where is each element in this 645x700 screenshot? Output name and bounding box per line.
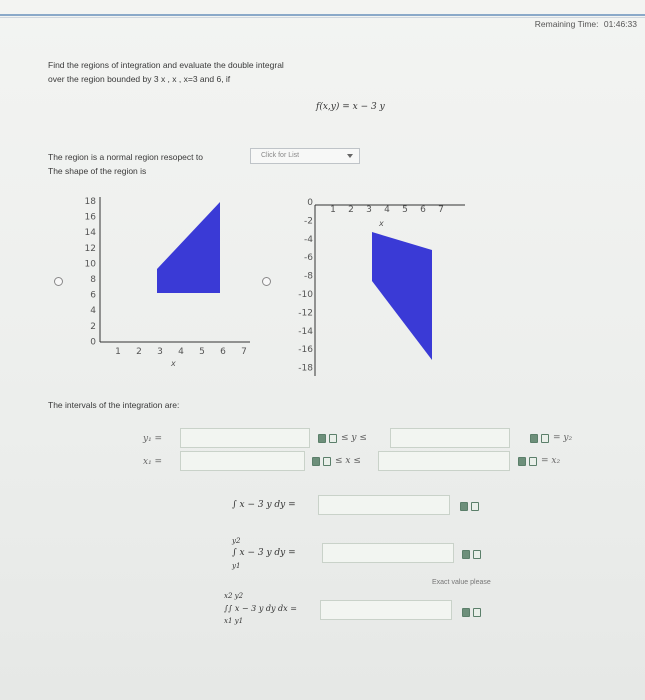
normal-region-label: The region is a normal region resopect to — [48, 152, 203, 162]
upper-limit-y: y2 — [232, 537, 241, 545]
question-line-2: over the region bounded by 3 x , x , x=3 and 6, if — [48, 74, 231, 84]
left-graph — [60, 190, 260, 370]
definite-integral-input[interactable] — [322, 543, 454, 563]
left-y-tick-label: 18 — [84, 197, 96, 207]
right-y-tick-label: -12 — [298, 308, 313, 319]
right-x-tick-label: 5 — [402, 205, 408, 215]
right-x-tick-label: 7 — [438, 205, 444, 215]
right-x-tick-label: 6 — [420, 205, 426, 215]
upper-limits-xy: x2 y2 — [224, 592, 244, 600]
y-inequality: ≤ y ≤ — [341, 433, 367, 443]
right-y-tick-label: -6 — [304, 253, 313, 264]
x2-label: = x₂ — [541, 456, 561, 466]
left-y-tick-label: 14 — [84, 228, 96, 239]
equation-editor-icon[interactable] — [462, 550, 470, 559]
left-y-tick-label: 2 — [90, 321, 96, 332]
left-y-tick-label: 4 — [90, 306, 96, 317]
left-x-tick-label: 6 — [220, 347, 226, 357]
double-integral-input[interactable] — [320, 600, 452, 620]
region-text — [48, 150, 203, 178]
double-integral-label: ∫∫ x − 3 y dy dx = — [224, 604, 297, 613]
left-region-shape — [157, 202, 220, 293]
right-y-tick-label: -18 — [298, 363, 313, 374]
left-y-tick-label: 6 — [90, 290, 96, 301]
equation-editor-icon[interactable] — [460, 502, 468, 511]
equation-editor-icon[interactable] — [462, 608, 470, 617]
right-y-tick-label: -16 — [298, 345, 313, 356]
right-y-tick-label: -2 — [304, 216, 313, 227]
shape-label: The shape of the region is — [48, 166, 147, 176]
preview-icon[interactable] — [529, 457, 537, 466]
equation-editor-icon[interactable] — [312, 457, 320, 466]
x1-label: x₁ = — [143, 457, 163, 467]
y2-label: = y₂ — [553, 433, 573, 443]
right-y-tick-label: 0 — [307, 198, 313, 208]
right-region-shape — [372, 232, 432, 360]
definite-integral-label: ∫ x − 3 y dy = — [232, 548, 296, 558]
equation-editor-icon[interactable] — [518, 457, 526, 466]
function-formula: f(x,y) = x − 3 y — [316, 102, 385, 112]
right-y-tick-label: -10 — [298, 290, 313, 300]
left-y-tick-label: 12 — [84, 243, 96, 254]
preview-icon[interactable] — [473, 550, 481, 559]
x-inequality: ≤ x ≤ — [335, 456, 361, 466]
right-y-tick-label: -4 — [304, 234, 313, 245]
intervals-heading: The intervals of the integration are: — [48, 400, 180, 410]
left-x-tick-label: 2 — [136, 347, 142, 357]
exact-value-hint: Exact value please — [432, 579, 491, 586]
right-graph — [275, 190, 475, 380]
radio-right-graph[interactable] — [262, 277, 271, 286]
left-x-tick-label: 1 — [115, 347, 121, 357]
right-x-tick-label: 4 — [384, 205, 390, 215]
preview-icon[interactable] — [323, 457, 331, 466]
left-x-tick-label: 4 — [178, 347, 184, 357]
timer — [535, 19, 637, 29]
lower-limit-y: y1 — [232, 562, 241, 570]
y1-label: y₁ = — [143, 434, 163, 444]
top-border — [0, 14, 645, 16]
left-y-tick-label: 16 — [84, 212, 96, 223]
preview-icon[interactable] — [473, 608, 481, 617]
right-y-tick-label: -14 — [298, 326, 313, 337]
timer-value: 01:46:33 — [603, 19, 637, 29]
dropdown-value: Click for List — [261, 152, 300, 159]
inner-integral-input[interactable] — [318, 495, 450, 515]
chevron-down-icon — [347, 154, 353, 158]
right-x-tick-label: 2 — [348, 205, 354, 215]
equation-editor-icon[interactable] — [318, 434, 326, 443]
region-dropdown[interactable] — [250, 148, 360, 164]
right-x-tick-label: 1 — [330, 205, 336, 215]
preview-icon[interactable] — [541, 434, 549, 443]
inner-integral-label: ∫ x − 3 y dy = — [232, 500, 296, 510]
x-range-input[interactable] — [378, 451, 510, 471]
preview-icon[interactable] — [471, 502, 479, 511]
x1-input[interactable] — [180, 451, 305, 471]
lower-limits-xy: x1 y1 — [224, 617, 244, 625]
left-y-tick-label: 8 — [90, 275, 96, 285]
timer-label: Remaining Time: — [534, 19, 599, 29]
right-x-tick-label: 3 — [366, 205, 372, 215]
left-x-label: x — [171, 359, 176, 368]
question-text — [48, 58, 284, 86]
y1-input[interactable] — [180, 428, 310, 448]
question-line-1: Find the regions of integration and evaluate the double integral — [48, 60, 284, 70]
right-y-tick-label: -8 — [304, 271, 313, 282]
left-y-tick-label: 10 — [84, 259, 96, 270]
left-x-tick-label: 5 — [199, 347, 205, 357]
left-y-tick-label: 0 — [90, 337, 96, 348]
top-border-shadow — [0, 17, 645, 18]
y-range-input[interactable] — [390, 428, 510, 448]
right-x-label: x — [379, 219, 384, 228]
left-x-tick-label: 7 — [241, 347, 247, 357]
left-x-tick-label: 3 — [157, 347, 163, 357]
preview-icon[interactable] — [329, 434, 337, 443]
equation-editor-icon[interactable] — [530, 434, 538, 443]
